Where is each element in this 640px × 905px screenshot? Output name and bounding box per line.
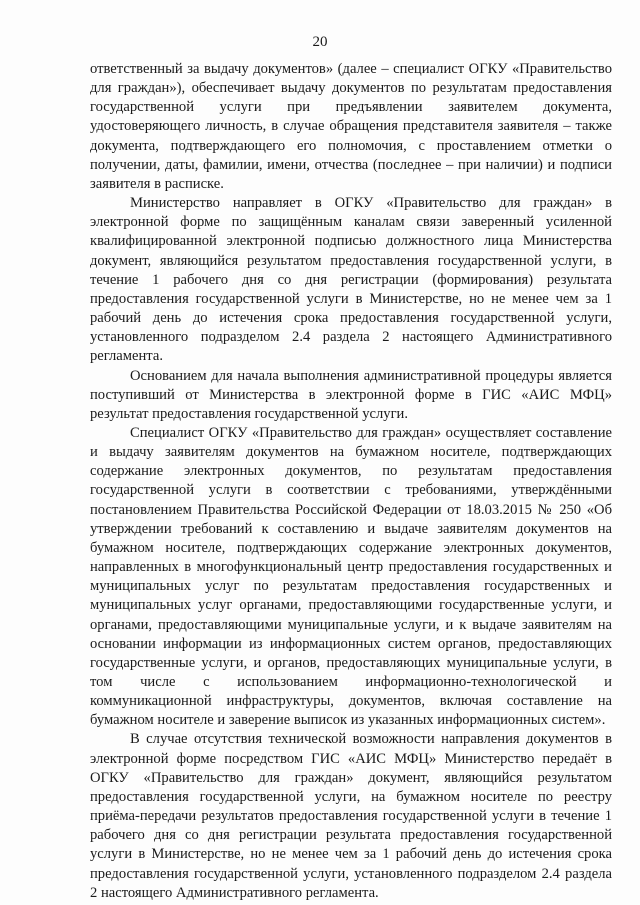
paragraph-continuation: ответственный за выдачу документов» (далее – специалист ОГКУ «Правительство для граждан»), обеспечивает выдачу документов по результатам предоставления государственной услуги при предъявлении заявителем документа, удостоверяющего личность, в случае обращения представителя заявителя – также документа, подтверждающего его полномочия, с проставлением отметки о получении, даты, фамилии, имени, отчества (последнее – при наличии) и подписи заявителя в расписке. [90, 61, 612, 192]
paragraph-procedure-basis: Основанием для начала выполнения административной процедуры является поступивший от Министерства в электронной форме в ГИС «АИС МФЦ» результат предоставления государственной услуги. [90, 367, 612, 422]
paragraph-specialist-duties: Специалист ОГКУ «Правительство для граждан» осуществляет составление и выдачу заявителям документов на бумажном носителе, подтверждающих содержание электронных документов, по результатам предоставления государственной услуги в соответствии с требованиями, утверждёнными постановлением Правительства Российской Федерации от 18.03.2015 № 250 «Об утверждении требований к составлению и выдаче заявителям документов на бумажном носителе, подтверждающих содержание электронных документов, направленных в многофункциональный центр предоставления государственных и муниципальных услуг по результатам предоставления государственных и муниципальных услуг органами, предоставляющими государственные услуги, и органами, предоставляющими муниципальные услуги, и к выдаче заявителям на основании информации из информационных систем органов, предоставляющих государственные услуги, и органов, предоставляющих муниципальные услуги, в том числе с использованием информационно-технологической и коммуникационной инфраструктуры, документов, включая составление на бумажном носителе и заверение выписок из указанных информационных систем». [90, 424, 612, 729]
paragraph-paper-fallback: В случае отсутствия технической возможности направления документов в электронной форме посредством ГИС «АИС МФЦ» Министерство передаёт в ОГКУ «Правительство для граждан» документ, являющийся результатом предоставления государственной услуги, на бумажном носителе по реестру приёма-передачи результатов предоставления государственной услуги в течение 1 рабочего дня со дня регистрации результата предоставления государственной услуги в Министерстве, но не менее чем за 1 рабочий день до истечения срока предоставления государственной услуги, установленного подразделом 2.4 раздела 2 настоящего Административного регламента. [90, 731, 612, 901]
document-body [90, 60, 612, 903]
paragraph-ministry-sends: Министерство направляет в ОГКУ «Правительство для граждан» в электронной форме по защищённым каналам связи заверенный усиленной квалифицированной электронной подписью должностного лица Министерства документ, являющийся результатом предоставления государственной услуги, в течение 1 рабочего дня со дня регистрации (формирования) результата предоставления государственной услуги в Министерстве, но не менее чем за 1 рабочий день до истечения срока предоставления государственной услуги, установленного подразделом 2.4 раздела 2 настоящего Административного регламента. [90, 195, 612, 365]
page-number: 20 [312, 34, 328, 50]
